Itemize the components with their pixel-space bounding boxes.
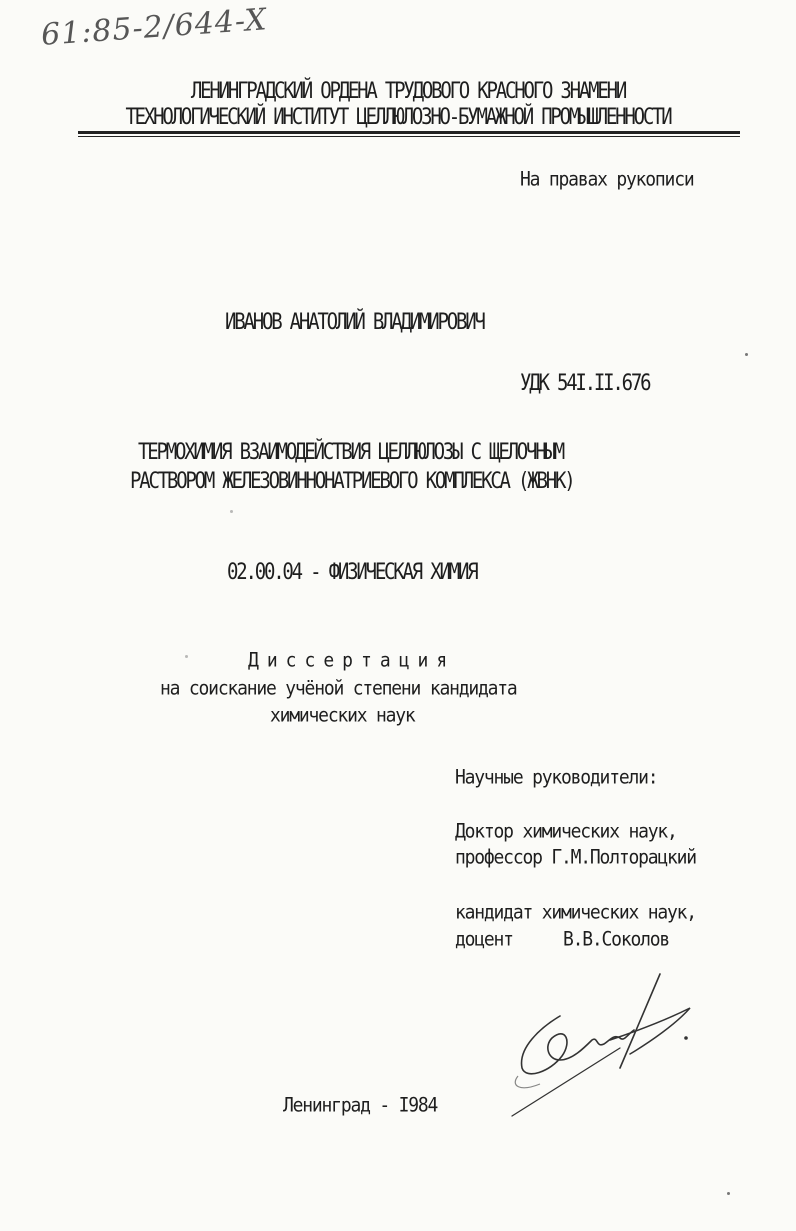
archive-mark: 61:85-2/644-X [40,2,269,53]
supervisor-1-name: профессор Г.М.Полторацкий [455,845,696,870]
specialty-code: 02.00.04 - ФИЗИЧЕСКАЯ ХИМИЯ [227,559,477,585]
header-rule-thin [78,136,740,137]
institution-line-2: ТЕХНОЛОГИЧЕСКИЙ ИНСТИТУТ ЦЕЛЛЮЛОЗНО-БУМАЖНОЙ ПРОМЫШЛЕННОСТИ [125,104,671,130]
scan-speck [745,353,748,356]
supervisor-2-rank: доцент [455,927,513,952]
manuscript-note: На правах рукописи [520,167,694,192]
thesis-title-line-2: РАСТВОРОМ ЖЕЛЕЗОВИННОНАТРИЕВОГО КОМПЛЕКСА (ЖВНК) [130,468,574,494]
supervisor-2-degree: кандидат химических наук, [455,900,696,925]
supervisor-1-degree: Доктор химических наук, [455,819,677,844]
author-signature [500,968,700,1118]
work-type-field: химических наук [270,703,415,728]
scan-speck [185,655,188,658]
supervisor-2-name: В.В.Соколов [563,927,670,952]
work-type-degree: на соискание учёной степени кандидата [160,676,517,701]
author-name: ИВАНОВ АНАТОЛИЙ ВЛАДИМИРОВИЧ [225,309,484,335]
place-and-year: Ленинград - I984 [283,1093,438,1118]
scan-speck [727,1192,730,1195]
scan-speck [230,510,233,513]
udk-code: УДК 54I.II.676 [520,370,650,396]
institution-line-1: ЛЕНИНГРАДСКИЙ ОРДЕНА ТРУДОВОГО КРАСНОГО ЗНАМЕНИ [190,78,626,104]
thesis-title-line-1: ТЕРМОХИМИЯ ВЗАИМОДЕЙСТВИЯ ЦЕЛЛЮЛОЗЫ С ЩЕЛОЧНЫМ [138,439,563,465]
work-type-heading: Диссертация [248,648,456,673]
supervisors-heading: Научные руководители: [455,765,658,790]
header-rule [78,131,740,134]
